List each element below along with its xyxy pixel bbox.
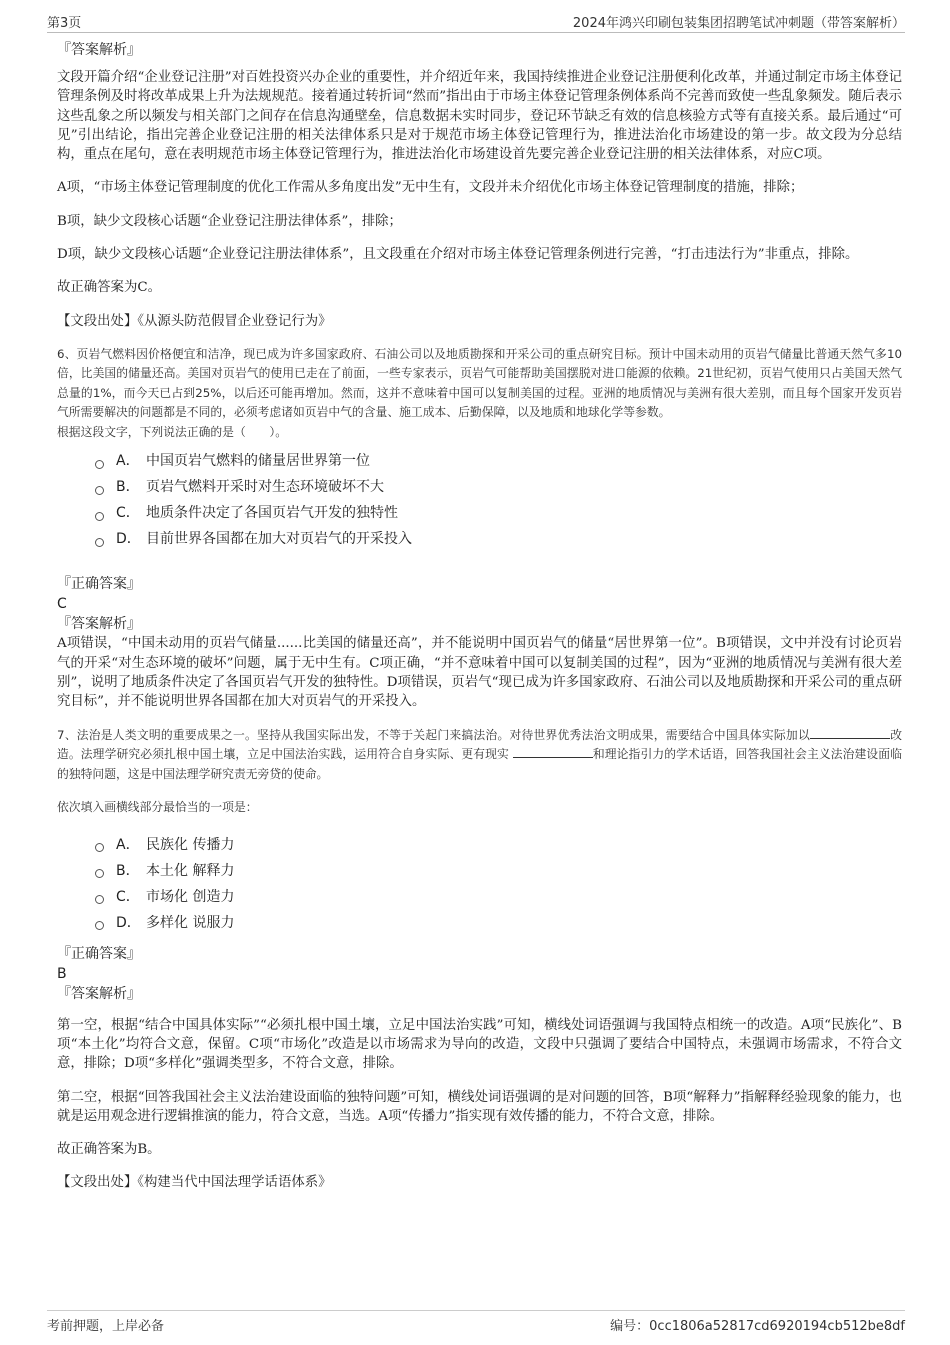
source-citation: 【文段出处】《构建当代中国法理学话语体系》 [57,1175,332,1191]
correct-answer: C [57,596,67,613]
option-list [95,832,902,936]
answer-statement: 故正确答案为B。 [57,1142,161,1158]
analysis-paragraph: B项，缺少文段核心话题“企业登记注册法律体系”，排除； [57,213,402,229]
option-a[interactable]: A． 中国页岩气燃料的储量居世界第一位 [95,448,902,474]
document-title: 2024年鸿兴印刷包装集团招聘笔试冲刺题（带答案解析） [572,16,905,31]
analysis-title: 『答案解析』 [57,616,141,633]
analysis-paragraph: 第二空，根据“回答我国社会主义法治建设面临的独特问题”可知，横线处词语强调的是对问题的回答，B项“解释力”指解释经验现象的能力，也就是运用观念进行逻辑推演的能力，符合文意，当选。A项“传播力”指实现有效传播的能力，不符合文意，排除。 [57,1089,902,1124]
footer-slogan: 考前押题，上岸必备 [47,1319,165,1334]
question-stem: 6、页岩气燃料因价格便宜和洁净，现已成为许多国家政府、石油公司以及地质勘探和开采公司的重点研究目标。预计中国未动用的页岩气储量比普通天然气多10倍，比美国的储量还高。美国对页岩气的使用已走在了前面，一些专家表示，页岩气可能帮助美国摆脱对进口能源的依赖。21世纪初，页岩气使用只占美国天然气总量的1%，而今天已占到25%，以后还可能再增加。然而，这并不意味着中国可以复制美国的过程。亚洲的地质情况与美洲有很大差别，而且每个国家开发页岩气所需要解决的问题都是不同的，必须考虑诸如页岩中气的含量、施工成本、后勤保障，以及地质和地球化学等参数。 [57,346,902,420]
analysis-title: 『答案解析』 [57,985,141,1002]
question-prompt: 根据这段文字，下列说法正确的是（ ）。 [57,424,288,439]
page-number: 第3页 [47,16,82,31]
question-stem: 7、法治是人类文明的重要成果之一。坚持从我国实际出发，不等于关起门来搞法治。对待世界优秀法治文明成果，需要结合中国具体实际加以 改造。法理学研究必须扎根中国土壤，立足中国法治实践，运用符合自身实际、更有现实 和理论指引力的学术话语，回答我国社会主义法治建设面临的独特问题，这是中国法理学研究责无旁贷的使命。 [57,727,902,781]
correct-answer: B [57,965,67,982]
footer-code: 编号：0cc1806a52817cd6920194cb512be8df [610,1319,905,1334]
radio-icon[interactable] [95,486,104,495]
option-c[interactable]: C． 市场化 创造力 [95,884,902,910]
question-6 [57,345,902,712]
analysis-paragraph: A项，“市场主体登记管理制度的优化工作需从多角度出发”无中生有，文段并未介绍优化市场主体登记管理制度的措施，排除； [57,180,804,196]
option-d[interactable]: D． 多样化 说服力 [95,910,902,936]
option-d[interactable]: D． 目前世界各国都在加大对页岩气的开采投入 [95,526,902,552]
option-b[interactable]: B． 页岩气燃料开采时对生态环境破坏不大 [95,474,902,500]
option-a[interactable]: A． 民族化 传播力 [95,832,902,858]
fill-blank [513,745,593,758]
radio-icon[interactable] [95,843,104,852]
fill-blank [810,726,890,739]
document-body [57,40,902,1193]
radio-icon[interactable] [95,869,104,878]
correct-answer-title: 『正确答案』 [57,945,141,962]
page-footer [47,1310,905,1334]
correct-answer-title: 『正确答案』 [57,576,141,593]
analysis-title: 『答案解析』 [57,42,141,58]
answer-statement: 故正确答案为C。 [57,280,161,296]
question-prompt: 依次填入画横线部分最恰当的一项是： [57,800,258,815]
radio-icon[interactable] [95,512,104,521]
radio-icon[interactable] [95,895,104,904]
analysis-paragraph: 文段开篇介绍“企业登记注册”对百姓投资兴办企业的重要性，并介绍近年来，我国持续推进企业登记注册便利化改革，并通过制定市场主体登记管理条例及时将改革成果上升为法规规范。接着通过转折词“然而”指出由于市场主体登记管理条例体系尚不完善而致使一些乱象频发。随后表示这些乱象之所以频发与相关部门之间存在信息沟通壁垒，信息数据未实时同步，登记环节缺乏有效的信息核验方式等有直接关系。最后通过“可见”引出结论，指出完善企业登记注册的相关法律体系只是对于规范市场主体登记管理行为，推进法治化市场建设的第一步。故文段为分总结构，重点在尾句，意在表明规范市场主体登记管理行为，推进法治化市场建设首先要完善企业登记注册的相关法律体系，对应C项。 [57,70,902,163]
page-header [47,12,905,33]
radio-icon[interactable] [95,460,104,469]
analysis-paragraph: D项，缺少文段核心话题“企业登记注册法律体系”，且文段重在介绍对市场主体登记管理条例进行完善，“打击违法行为”非重点，排除。 [57,247,859,263]
source-citation: 【文段出处】《从源头防范假冒企业登记行为》 [57,313,332,329]
radio-icon[interactable] [95,538,104,547]
analysis-paragraph: 第一空，根据“结合中国具体实际”“必须扎根中国土壤，立足中国法治实践”可知，横线处词语强调与我国特点相统一的改造。A项“民族化”、B项“本土化”均符合文意，保留。C项“市场化”改造是以市场需求为导向的改造，文段中只强调了要结合中国特点，未强调市场需求，不符合文意，排除；D项“多样化”强调类型多，不符合文意，排除。 [57,1017,902,1072]
question-7 [57,726,902,1193]
option-c[interactable]: C． 地质条件决定了各国页岩气开发的独特性 [95,500,902,526]
option-list [95,448,902,552]
radio-icon[interactable] [95,921,104,930]
option-b[interactable]: B． 本土化 解释力 [95,858,902,884]
analysis-paragraph: A项错误，“中国未动用的页岩气储量......比美国的储量还高”，并不能说明中国页岩气的储量“居世界第一位”。B项错误，文中并没有讨论页岩气的开采“对生态环境的破坏”问题，属于无中生有。C项正确，“并不意味着中国可以复制美国的过程”，因为“亚洲的地质情况与美洲有很大差别”，说明了地质条件决定了各国页岩气开发的独特性。D项错误，页岩气“现已成为许多国家政府、石油公司以及地质勘探和开采公司的重点研究目标”，并不能说明世界各国都在加大对页岩气的开采投入。 [57,636,902,710]
